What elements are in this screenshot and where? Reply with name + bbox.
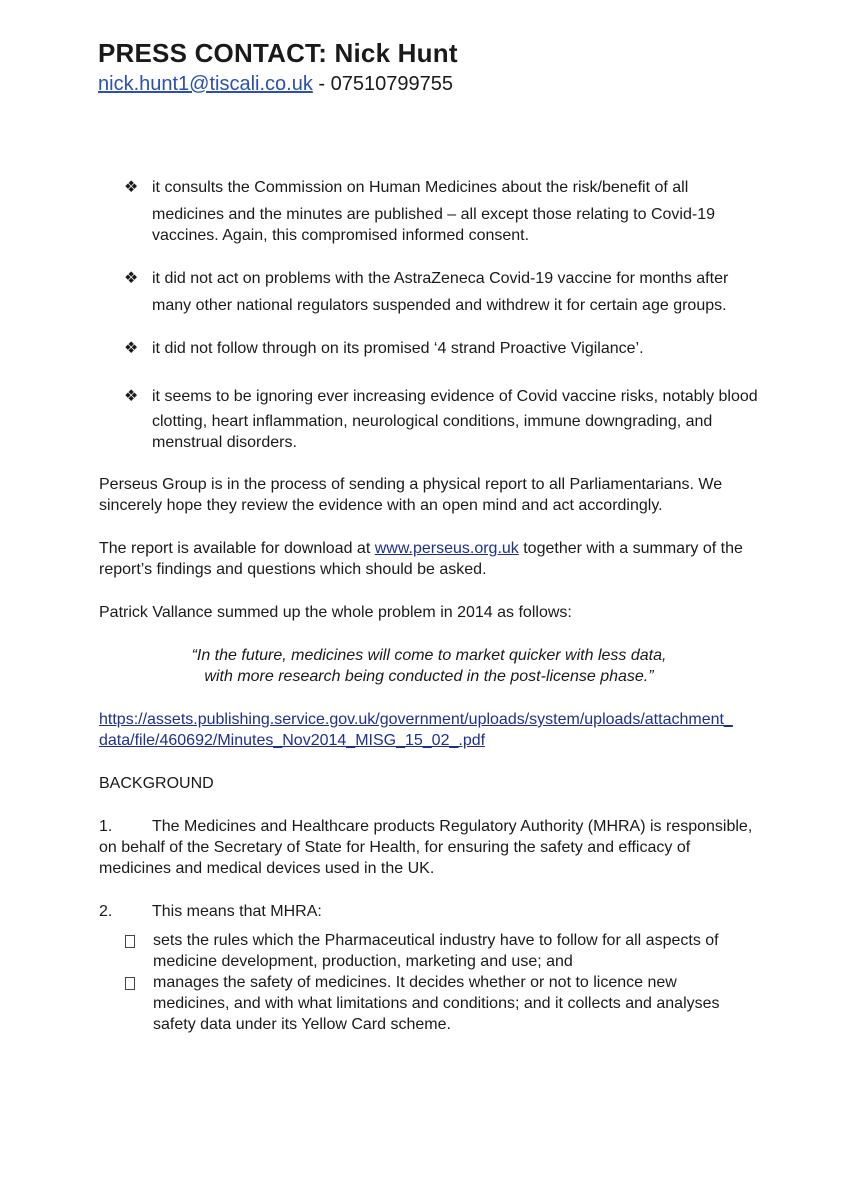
bullet-item-3 [124,336,764,361]
placeholder-box-icon [125,935,135,948]
bullet-text-first: it did not act on problems with the AstraZeneca Covid-19 vaccine for months after [152,270,729,287]
bullet-item-2 [124,266,764,316]
sub-item-1 [125,930,745,972]
sub-item-2 [125,972,745,1035]
numbered-text-first: The Medicines and Healthcare products Regulatory Authority (MHRA) is responsible, [152,818,753,835]
report-text-after: together with a summary of the report’s findings and questions which should be asked. [99,540,743,578]
item-number: 1. [99,818,113,835]
bullet-text-rest: many other national regulators suspended and withdrew it for certain age groups. [152,297,727,314]
numbered-text-rest: on behalf of the Secretary of State for Health, for ensuring the safety and efficacy of medicines and medical devices used in the UK. [99,839,691,877]
bullet-text-rest: medicines and the minutes are published – all except those relating to Covid-19 vaccines. Again, this compromised informed consent. [152,206,715,244]
sub-item-text: manages the safety of medicines. It decides whether or not to licence new medicines, and with what limitations and conditions; and it collects and analyses safety data under its Yellow Card scheme. [153,974,720,1033]
phone-number: 07510799755 [330,73,453,95]
sub-item-text: sets the rules which the Pharmaceutical industry have to follow for all aspects of medicine development, production, marketing and use; and [153,932,719,970]
minutes-link-line-1[interactable]: https://assets.publishing.service.gov.uk/government/uploads/system/uploads/attachment_ [99,711,733,728]
bullet-text-rest: clotting, heart inflammation, neurological conditions, immune downgrading, and menstrual disorders. [152,413,713,451]
quote-block [99,645,759,687]
email-link[interactable]: nick.hunt1@tiscali.co.uk [98,73,313,95]
perseus-paragraph: Perseus Group is in the process of sending a physical report to all Parliamentarians. We sincerely hope they review the evidence with an open mind and act accordingly. [99,476,723,514]
numbered-text-first: This means that MHRA: [152,903,322,920]
bullet-text-first: it did not follow through on its promised ‘4 strand Proactive Vigilance’. [152,340,644,357]
diamond-bullet-icon: ❖ [124,388,139,405]
quote-line-2: with more research being conducted in the post-license phase.” [204,668,654,685]
numbered-item-2 [99,901,759,922]
diamond-bullet-icon: ❖ [124,270,139,287]
vallance-intro: Patrick Vallance summed up the whole problem in 2014 as follows: [99,604,572,621]
diamond-bullet-icon: ❖ [124,179,139,196]
minutes-link-line-2[interactable]: data/file/460692/Minutes_Nov2014_MISG_15_02_.pdf [99,732,486,749]
quote-line-1: “In the future, medicines will come to market quicker with less data, [191,647,667,664]
bullet-text-first: it consults the Commission on Human Medicines about the risk/benefit of all [152,179,689,196]
perseus-link[interactable]: www.perseus.org.uk [374,540,519,557]
report-text-before: The report is available for download at [99,540,375,557]
press-contact-title: PRESS CONTACT: Nick Hunt [98,38,458,68]
contact-line [98,73,453,96]
bullet-text-first: it seems to be ignoring ever increasing evidence of Covid vaccine risks, notably blood [152,388,758,405]
bullet-item-4 [124,384,764,453]
diamond-bullet-icon: ❖ [124,340,139,357]
report-paragraph [99,538,759,580]
minutes-link-block [99,709,759,751]
item-number: 2. [99,903,113,920]
contact-separator: - [312,73,331,95]
placeholder-box-icon [125,977,135,990]
numbered-item-1 [99,816,759,879]
bullet-item-1 [124,175,764,246]
background-heading: BACKGROUND [99,775,214,792]
